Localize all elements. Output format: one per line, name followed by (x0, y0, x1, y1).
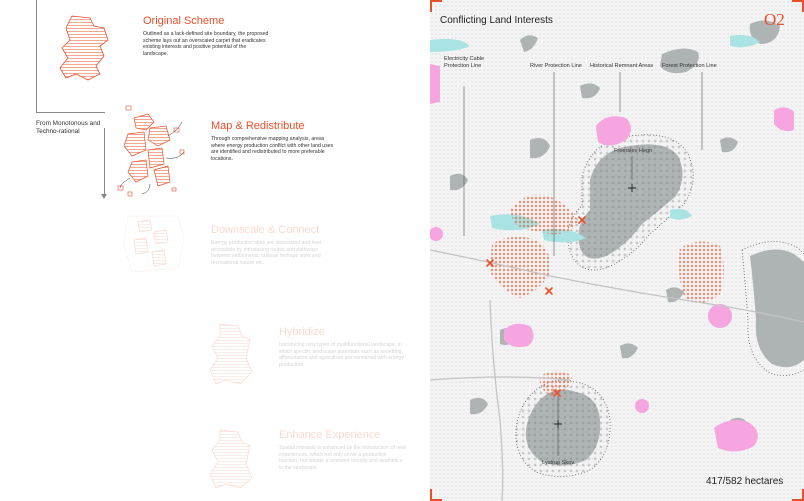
flow-label: From Monotonous and Techno-rational (36, 120, 101, 135)
frame-corner-top-right (792, 0, 804, 12)
step-desc-map-redistribute: Through comprehensive mapping analysis, areas where energy production conflict with other land uses are identified and redistributed to more preferable locations. (211, 136, 334, 162)
step-desc-original-scheme: Outlined as a lack-defined site boundary, the proposed scheme lays out an overscaled carpet that eradicates existing interests and positive potential of the landscape. (143, 31, 269, 57)
hectares-readout: 417/582 hectares (706, 476, 784, 487)
step-title-downscale-connect: Downscale & Connect (211, 224, 320, 236)
step-desc-hybridize: Introducing new types of multifunctional landscape, in which specific landscape potentials such as rewetting, afforestation and agriculture are combined with energy production. (279, 342, 405, 368)
original-scheme-thumbnail (42, 12, 132, 84)
place-label-lystrup: Lystrup Skov (542, 460, 575, 466)
flow-line-vertical (36, 0, 37, 112)
step-title-map-redistribute: Map & Redistribute (211, 120, 305, 132)
map-number: O2 (764, 10, 785, 29)
label-electricity-cable: Electricity Cable Protection Line (444, 56, 485, 69)
frame-corner-top-left (430, 0, 442, 12)
enhance-experience-thumbnail (196, 424, 276, 494)
conflicting-land-interests-map (430, 0, 804, 501)
downscale-connect-thumbnail (118, 208, 208, 280)
step-desc-enhance-experience: Spatial interests is enhanced by the introduction of new experiences, which not only serve a productive function, but situate a renewed identity and aesthetics in the landscape. (279, 445, 406, 471)
map-canvas (430, 0, 804, 501)
flow-arrow-icon (101, 194, 107, 199)
map-title: Conflicting Land Interests (440, 15, 553, 26)
flow-line-vertical-lower (104, 128, 105, 196)
label-river-protection: River Protection Line (530, 63, 582, 69)
step-title-hybridize: Hybridize (279, 326, 325, 338)
step-title-original-scheme: Original Scheme (143, 15, 225, 27)
frame-corner-bottom-left (430, 489, 442, 501)
flow-line-horizontal (36, 112, 105, 113)
frame-corner-bottom-right (792, 489, 804, 501)
step-title-enhance-experience: Enhance Experience (279, 429, 381, 441)
place-label-freerslev: Freerslev Hegn (614, 148, 653, 154)
label-forest-protection: Forest Protection Line (662, 63, 717, 69)
hybridize-thumbnail (196, 318, 276, 390)
label-historical-remnant: Historical Remnant Areas (590, 63, 654, 69)
step-desc-downscale-connect: Energy production sites are downsized and kept accessible by introducing routes and pathways between settlements, cultural heritage sites and recreational nature etc. (211, 240, 322, 266)
map-redistribute-thumbnail (110, 100, 205, 200)
